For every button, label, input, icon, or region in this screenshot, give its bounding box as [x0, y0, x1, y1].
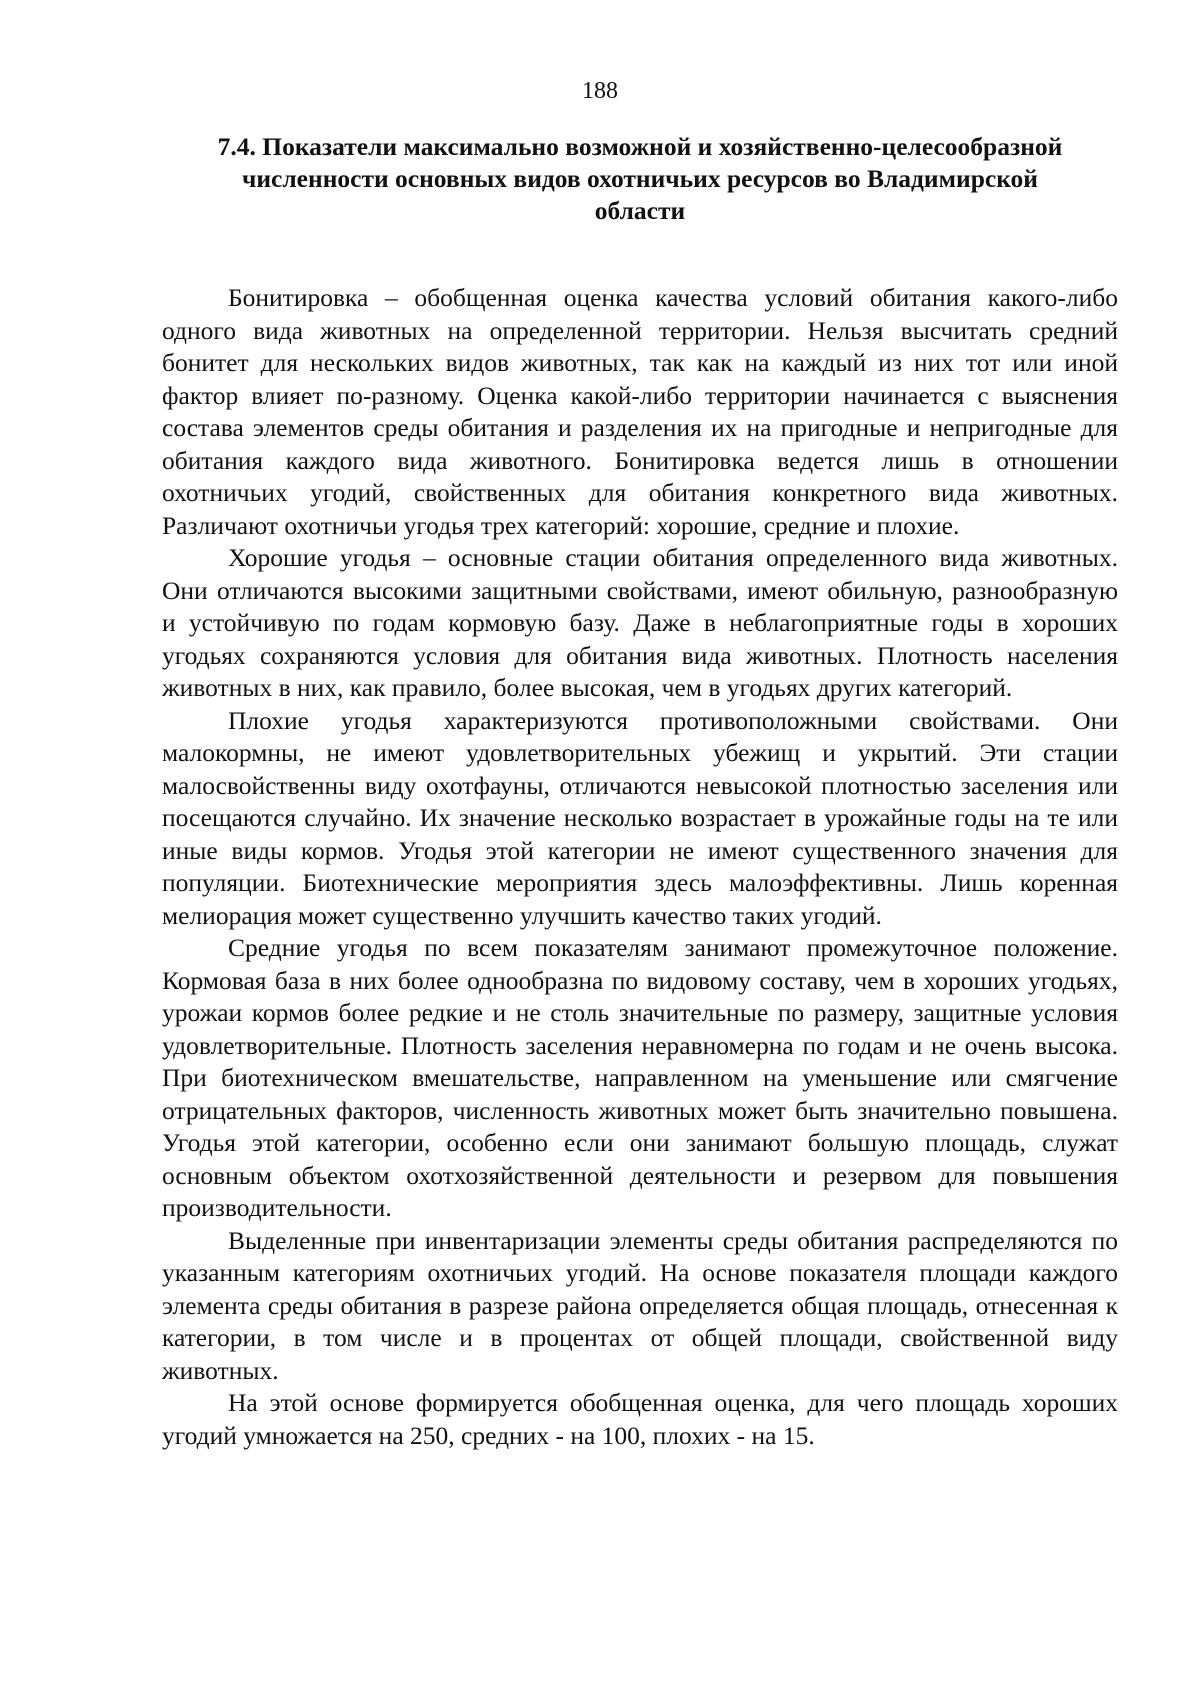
page-number: 188: [582, 78, 618, 104]
body-text: [162, 282, 1118, 1452]
paragraph-bonitirovka: Бонитировка – обобщенная оценка качества условий обитания какого-либо одного вида животных на определенной территории. Нельзя высчитать средний бонитет для нескольких видов животных, так как на каждый из них тот или иной фактор влияет по-разному. Оценка какой-либо территории начинается с выяснения состава элементов среды обитания и разделения их на пригодные и непригодные для обитания каждого вида животного. Бонитировка ведется лишь в отношении охотничьих угодий, свойственных для обитания конкретного вида животных. Различают охотничьи угодья трех категорий: хорошие, средние и плохие.: [162, 283, 1118, 540]
paragraph-good-lands: Хорошие угодья – основные стации обитания определенного вида животных. Они отличаются высокими защитными свойствами, имеют обильную, разнообразную и устойчивую по годам кормовую базу. Даже в неблагоприятные годы в хороших угодьях сохраняются условия для обитания вида животных. Плотность населения животных в них, как правило, более высокая, чем в угодьях других категорий.: [162, 543, 1118, 702]
section-heading-line: численности основных видов охотничьих ресурсов во Владимирской: [241, 164, 1038, 193]
paragraph-poor-lands: Плохие угодья характеризуются противоположными свойствами. Они малокормны, не имеют удовлетворительных убежищ и укрытий. Эти стации малосвойственны виду охотфауны, отличаются невысокой плотностью заселения или посещаются случайно. Их значение несколько возрастает в урожайные годы на те или иные виды кормов. Угодья этой категории не имеют существенного значения для популяции. Биотехнические мероприятия здесь малоэффективны. Лишь коренная мелиорация может существенно улучшить качество таких угодий.: [162, 705, 1118, 930]
paragraph-inventory: Выделенные при инвентаризации элементы среды обитания распределяются по указанным категориям охотничьих угодий. На основе показателя площади каждого элемента среды обитания в разрезе района определяется общая площадь, отнесенная к категории, в том числе и в процентах от общей площади, свойственной виду животных.: [162, 1225, 1118, 1385]
section-heading-line: 7.4. Показатели максимально возможной и хозяйственно-целесообразной: [217, 132, 1063, 161]
section-heading: [162, 131, 1118, 227]
section-heading-line: области: [594, 196, 686, 225]
paragraph-generalized-assessment: На этой основе формируется обобщенная оценка, для чего площадь хороших угодий умножается на 250, средних - на 100, плохих - на 15.: [162, 1388, 1118, 1450]
paragraph-medium-lands: Средние угодья по всем показателям занимают промежуточное положение. Кормовая база в них более однообразна по видовому составу, чем в хороших угодьях, урожаи кормов более редкие и не столь значительные по размеру, защитные условия удовлетворительные. Плотность заселения неравномерна по годам и не очень высока. При биотехническом вмешательстве, направленном на уменьшение или смягчение отрицательных факторов, численность животных может быть значительно повышена. Угодья этой категории, особенно если они занимают большую площадь, служат основным объектом охотхозяйственной деятельности и резервом для повышения производительности.: [162, 933, 1118, 1222]
